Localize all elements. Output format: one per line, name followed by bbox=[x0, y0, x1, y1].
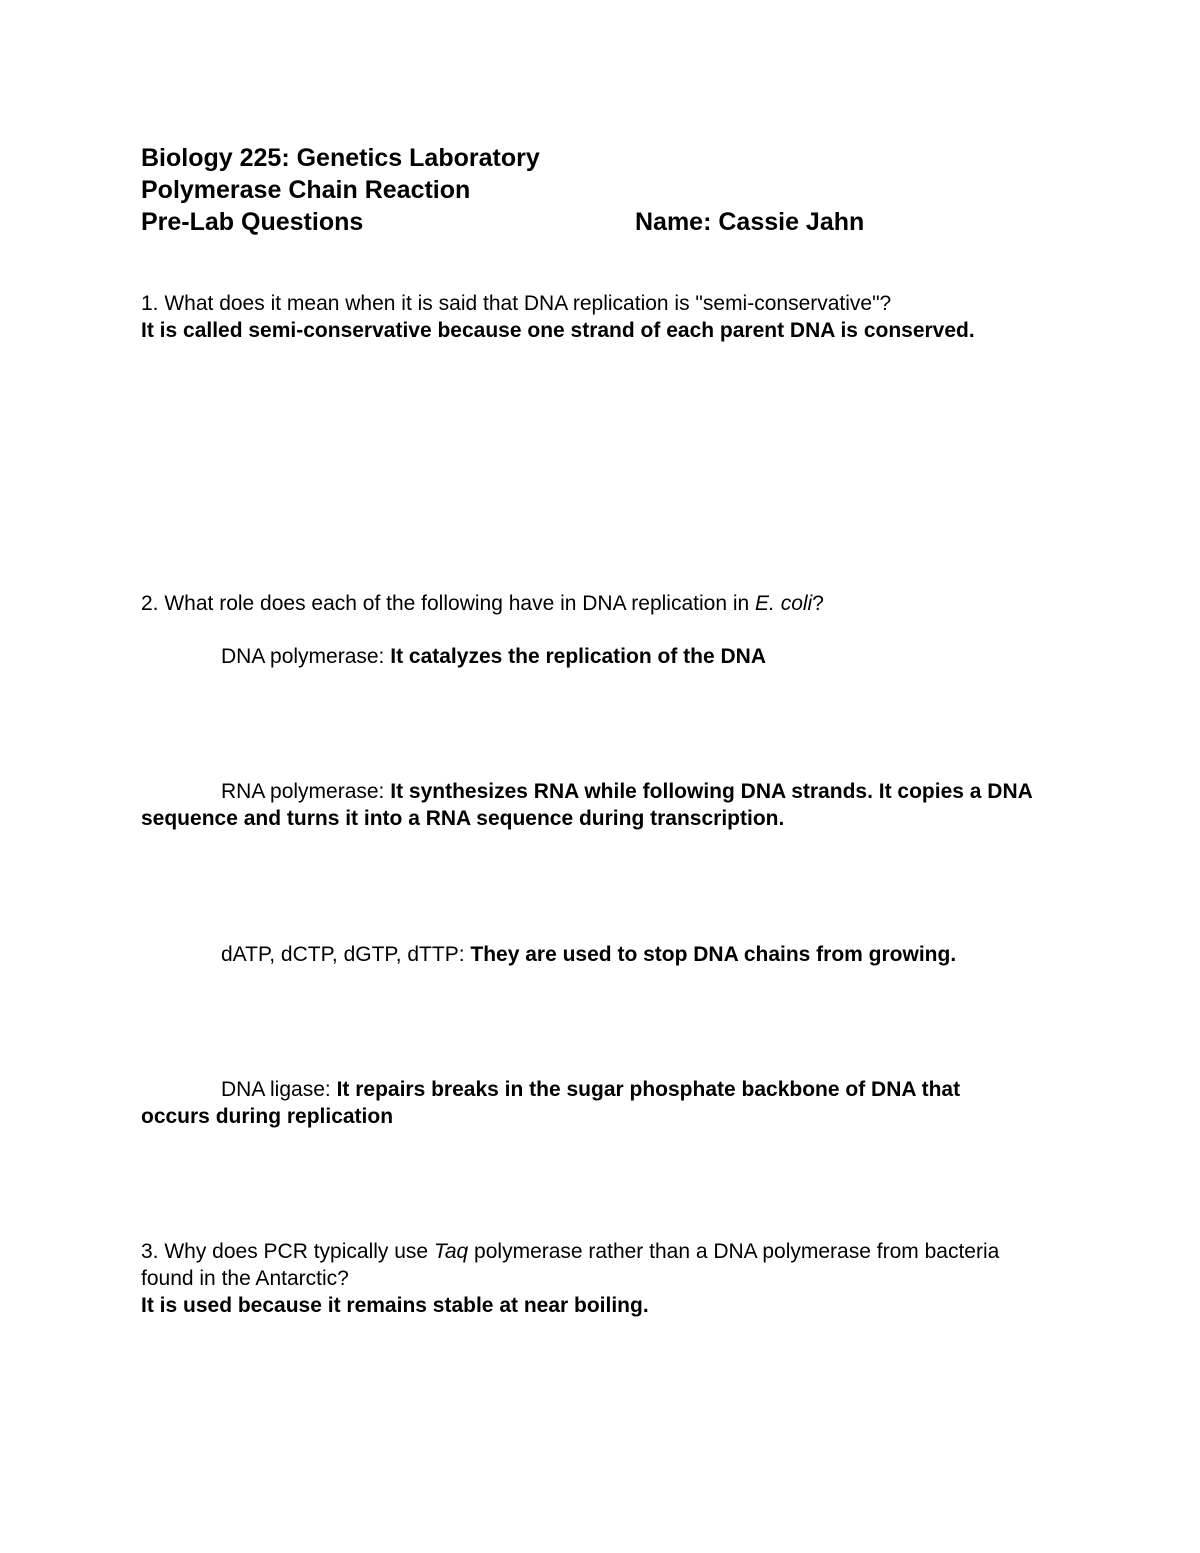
item-answer: It catalyzes the replication of the DNA bbox=[390, 645, 766, 668]
item-term: dATP, dCTP, dGTP, dTTP: bbox=[221, 943, 471, 966]
item-dna-ligase bbox=[141, 1076, 1021, 1130]
question-2-prefix: 2. What role does each of the following have in DNA replication in bbox=[141, 592, 756, 615]
question-1 bbox=[141, 290, 1071, 344]
document-header bbox=[141, 142, 865, 238]
item-answer: It repairs breaks in the sugar phosphate backbone of DNA that occurs during replication bbox=[141, 1078, 961, 1128]
question-2-suffix: ? bbox=[812, 592, 824, 615]
student-name: Name: Cassie Jahn bbox=[635, 208, 865, 236]
question-1-answer: It is called semi-conservative because one strand of each parent DNA is conserved. bbox=[141, 319, 975, 342]
question-3 bbox=[141, 1238, 1041, 1319]
item-answer: They are used to stop DNA chains from growing. bbox=[470, 943, 957, 966]
item-rna-polymerase bbox=[141, 778, 1071, 832]
item-dntps bbox=[141, 941, 1101, 968]
question-2 bbox=[141, 590, 1071, 617]
section-title: Pre-Lab Questions bbox=[141, 208, 364, 236]
topic-title: Polymerase Chain Reaction bbox=[141, 176, 471, 204]
question-3-suffix: polymerase rather than a DNA polymerase from bacteria found in the Antarctic? bbox=[141, 1240, 1000, 1290]
item-term: DNA ligase: bbox=[221, 1078, 337, 1101]
question-3-answer: It is used because it remains stable at near boiling. bbox=[141, 1294, 649, 1317]
question-3-enzyme: Taq bbox=[433, 1240, 469, 1263]
item-term: RNA polymerase: bbox=[221, 780, 391, 803]
question-3-prefix: 3. Why does PCR typically use bbox=[141, 1240, 434, 1263]
item-term: DNA polymerase: bbox=[221, 645, 391, 668]
item-answer: It synthesizes RNA while following DNA strands. It copies a DNA sequence and turns it into a RNA sequence during transcription. bbox=[141, 780, 1032, 830]
section-row bbox=[141, 206, 865, 238]
question-1-text: 1. What does it mean when it is said that DNA replication is "semi-conservative"? bbox=[141, 292, 892, 315]
item-dna-polymerase bbox=[141, 643, 1071, 670]
course-title: Biology 225: Genetics Laboratory bbox=[141, 144, 540, 172]
question-2-text bbox=[141, 590, 1071, 617]
question-3-text bbox=[141, 1238, 1041, 1292]
question-2-organism: E. coli bbox=[755, 592, 813, 615]
